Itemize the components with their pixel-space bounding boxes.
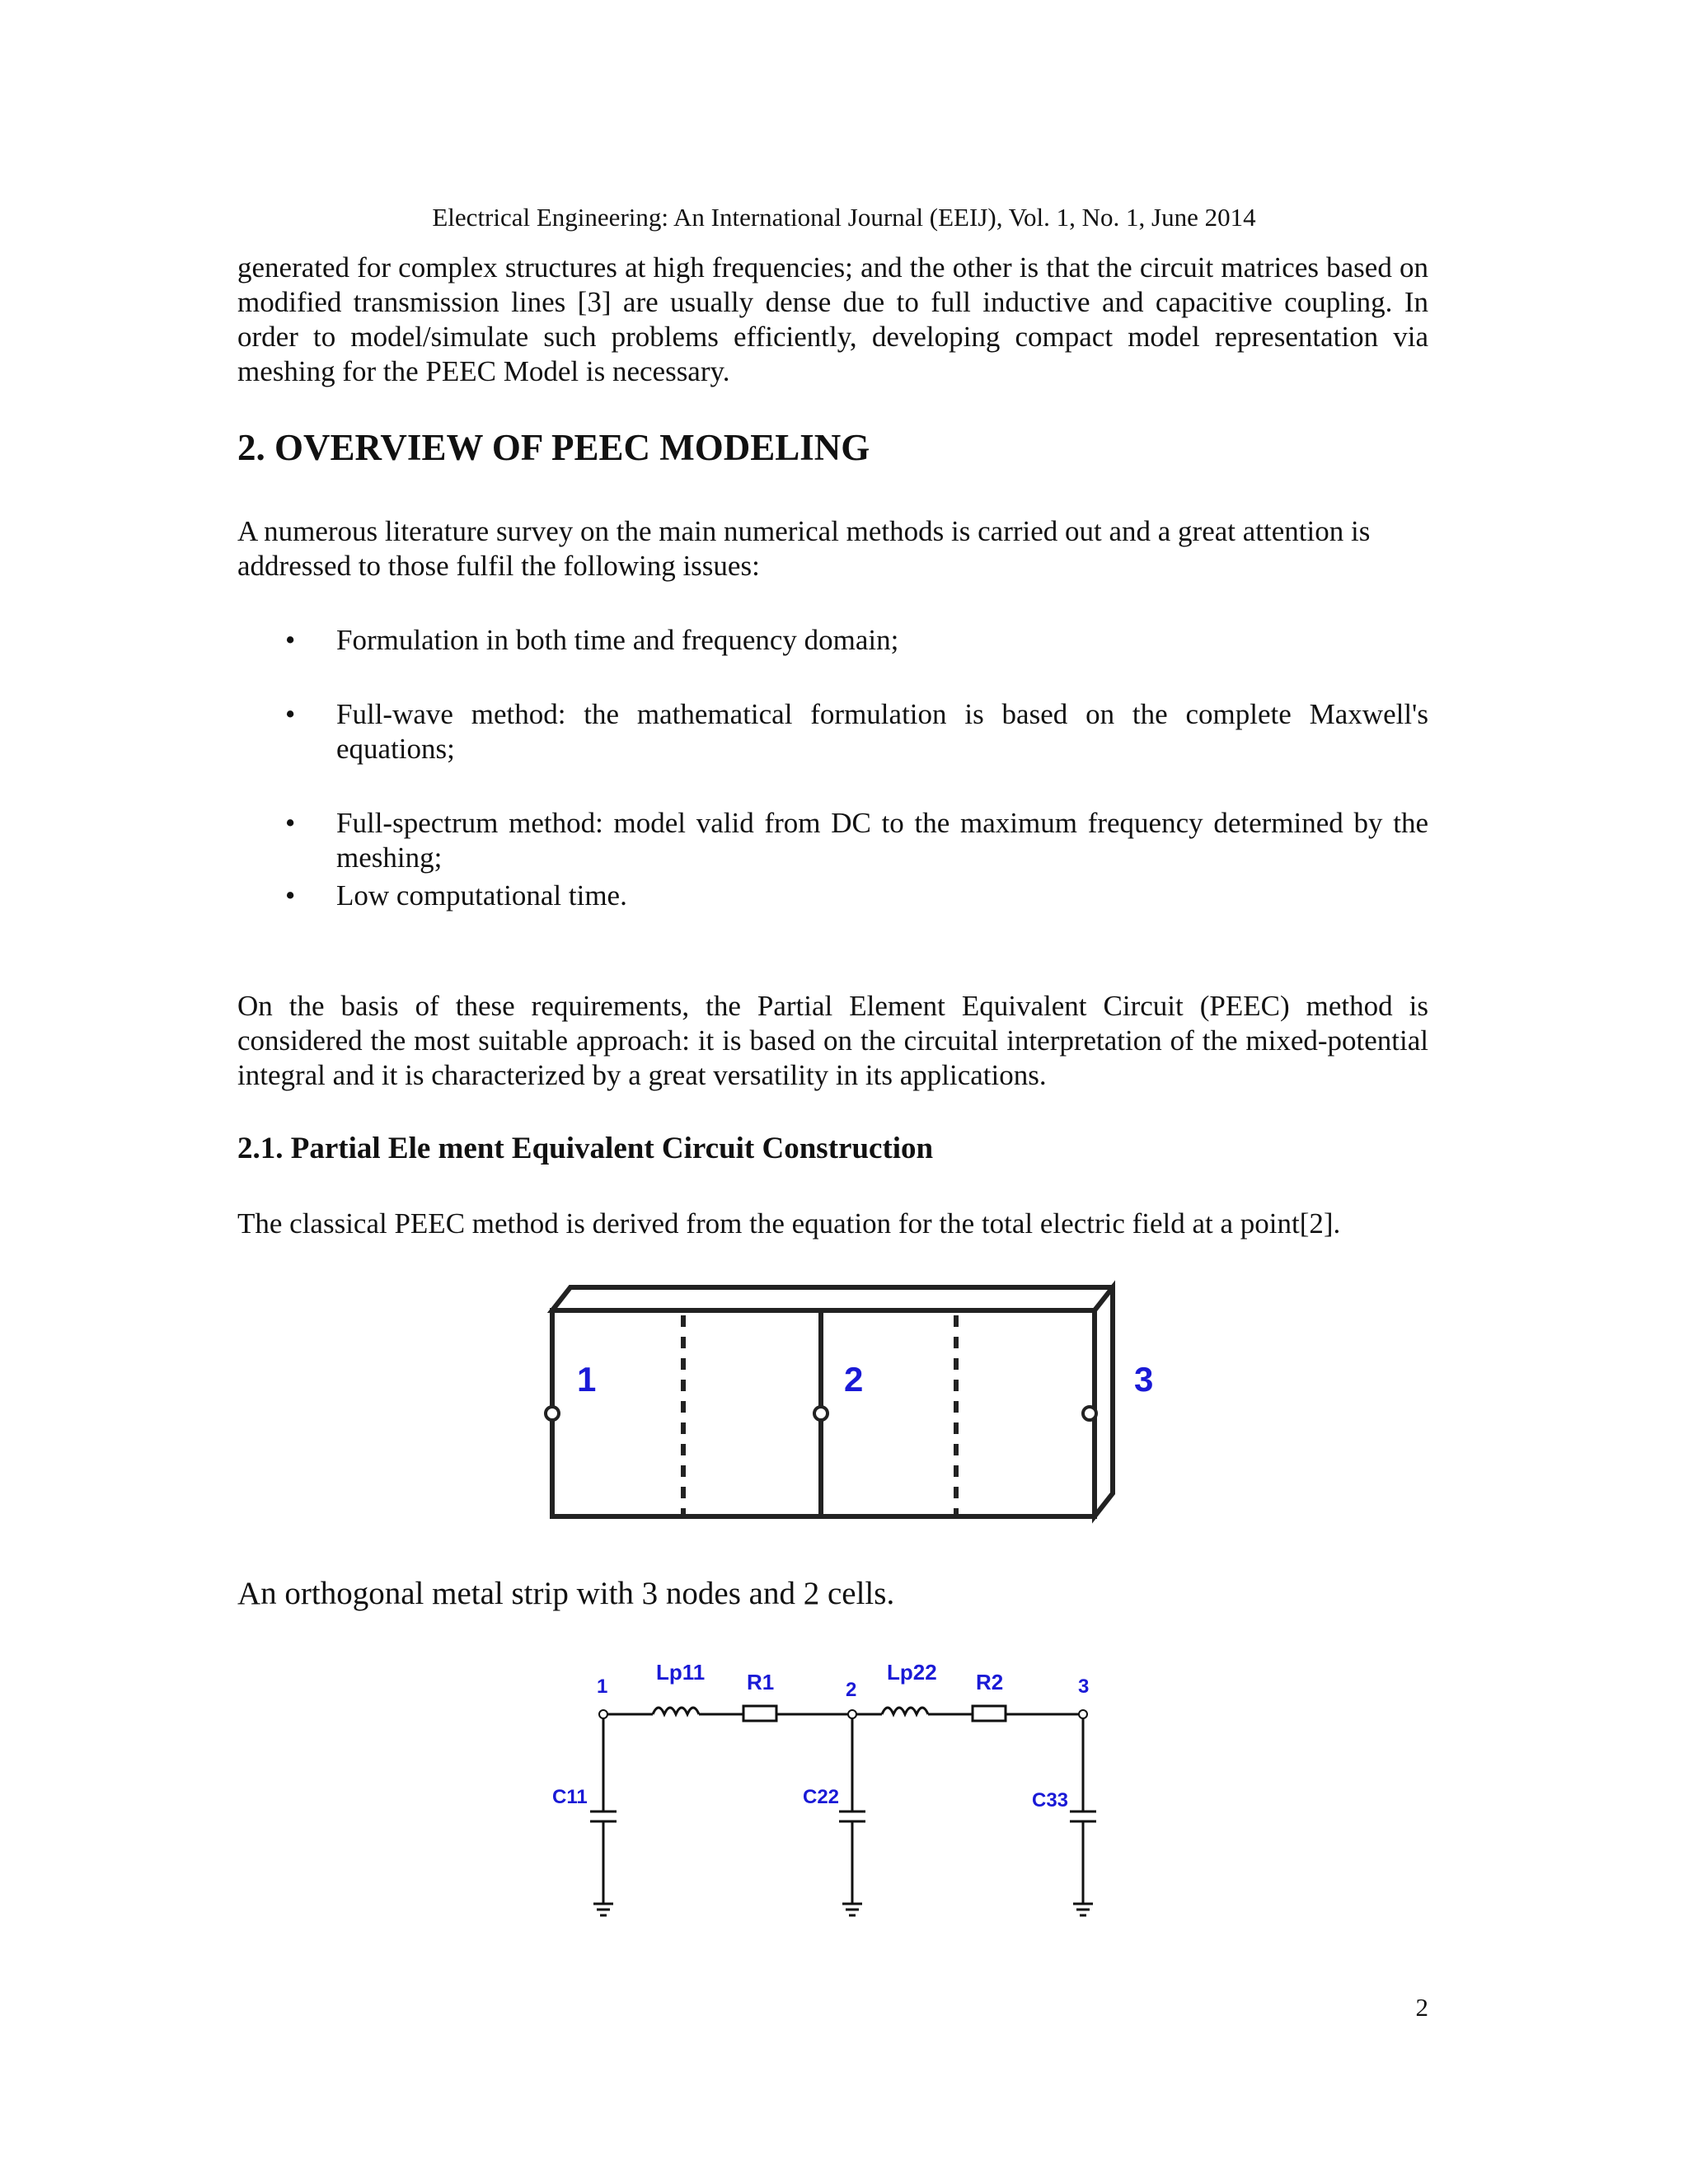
intro-paragraph-block — [237, 251, 1428, 389]
node-marker — [814, 1407, 828, 1420]
running-header: Electrical Engineering: An International Journal (EEIJ), Vol. 1, No. 1, June 2014 — [432, 203, 1256, 232]
subsection-heading: 2.1. Partial Ele ment Equivalent Circuit Construction — [237, 1132, 934, 1165]
resistor-symbol — [973, 1706, 1006, 1721]
node-label: 2 — [844, 1360, 864, 1399]
capacitor-label: C22 — [803, 1786, 840, 1808]
section-heading: 2. OVERVIEW OF PEEC MODELING — [237, 427, 870, 468]
resistor-label: R2 — [976, 1670, 1004, 1694]
bullet-marker: • — [285, 698, 296, 730]
section-2-heading-block — [237, 425, 1428, 470]
subsection-heading-block — [237, 1131, 1428, 1167]
section-paragraph: A numerous literature survey on the main numerical methods is carried out and a great attention is addressed to those fulfil the following issues: — [237, 515, 1371, 582]
node-label: 1 — [577, 1360, 597, 1399]
bullet-text: Full-wave method: the mathematical formulation is based on the complete Maxwell's equations; — [336, 698, 1428, 765]
section-paragraph: On the basis of these requirements, the Partial Element Equivalent Circuit (PEEC) method is considered the most suitable approach: it is based on the circuital interpretation of the mixed-potential integral and it is characterized by a great versatility in its applications. — [237, 990, 1428, 1091]
subsection-paragraph: The classical PEEC method is derived from the equation for the total electric field at a point[2]. — [237, 1207, 1341, 1240]
bullet-list — [237, 623, 1428, 920]
node-label: 2 — [846, 1679, 857, 1701]
figure-equivalent-circuit — [536, 1647, 1129, 1927]
ground-symbol — [593, 1904, 613, 1915]
inductor-label: Lp22 — [887, 1660, 937, 1685]
node-marker — [1079, 1710, 1087, 1718]
ground-symbol — [1073, 1904, 1093, 1915]
node-label: 3 — [1078, 1675, 1090, 1698]
bullet-text: Formulation in both time and frequency domain; — [336, 624, 899, 656]
page-number: 2 — [1415, 1993, 1428, 2022]
bullet-text: Low computational time. — [336, 879, 627, 912]
section-2-paragraph-2-block — [237, 989, 1428, 1093]
figure-metal-strip — [528, 1277, 1170, 1533]
node-marker — [546, 1407, 559, 1420]
bullet-marker: • — [285, 624, 296, 656]
ground-symbol — [842, 1904, 862, 1915]
node-label: 3 — [1134, 1360, 1154, 1399]
inductor-label: Lp11 — [656, 1660, 706, 1685]
node-label: 1 — [597, 1675, 608, 1698]
section-2-paragraph-1-block — [237, 514, 1428, 583]
bullet-marker: • — [285, 807, 296, 839]
node-marker — [599, 1710, 607, 1718]
subsection-paragraph-block — [237, 1207, 1428, 1241]
inductor-symbol — [882, 1708, 928, 1714]
strip-top-face — [552, 1287, 1113, 1310]
node-marker — [848, 1710, 856, 1718]
strip-side-face — [1095, 1287, 1113, 1516]
node-marker — [1083, 1407, 1096, 1420]
figure-caption: An orthogonal metal strip with 3 nodes and 2 cells. — [237, 1576, 895, 1611]
inductor-symbol — [653, 1708, 699, 1714]
capacitor-label: C33 — [1032, 1789, 1069, 1811]
intro-paragraph: generated for complex structures at high frequencies; and the other is that the circuit matrices based on modified transmission lines [3] are usually dense due to full inductive and capacitive coupling. In order to model/simulate such problems efficiently, developing compact model representation via meshing for the PEEC Model is necessary. — [237, 251, 1428, 387]
capacitor-label: C11 — [552, 1786, 588, 1808]
bullet-marker: • — [285, 879, 296, 912]
resistor-label: R1 — [747, 1670, 775, 1694]
bullet-text: Full-spectrum method: model valid from DC to the maximum frequency determined by the meshing; — [336, 807, 1428, 874]
resistor-symbol — [743, 1706, 776, 1721]
